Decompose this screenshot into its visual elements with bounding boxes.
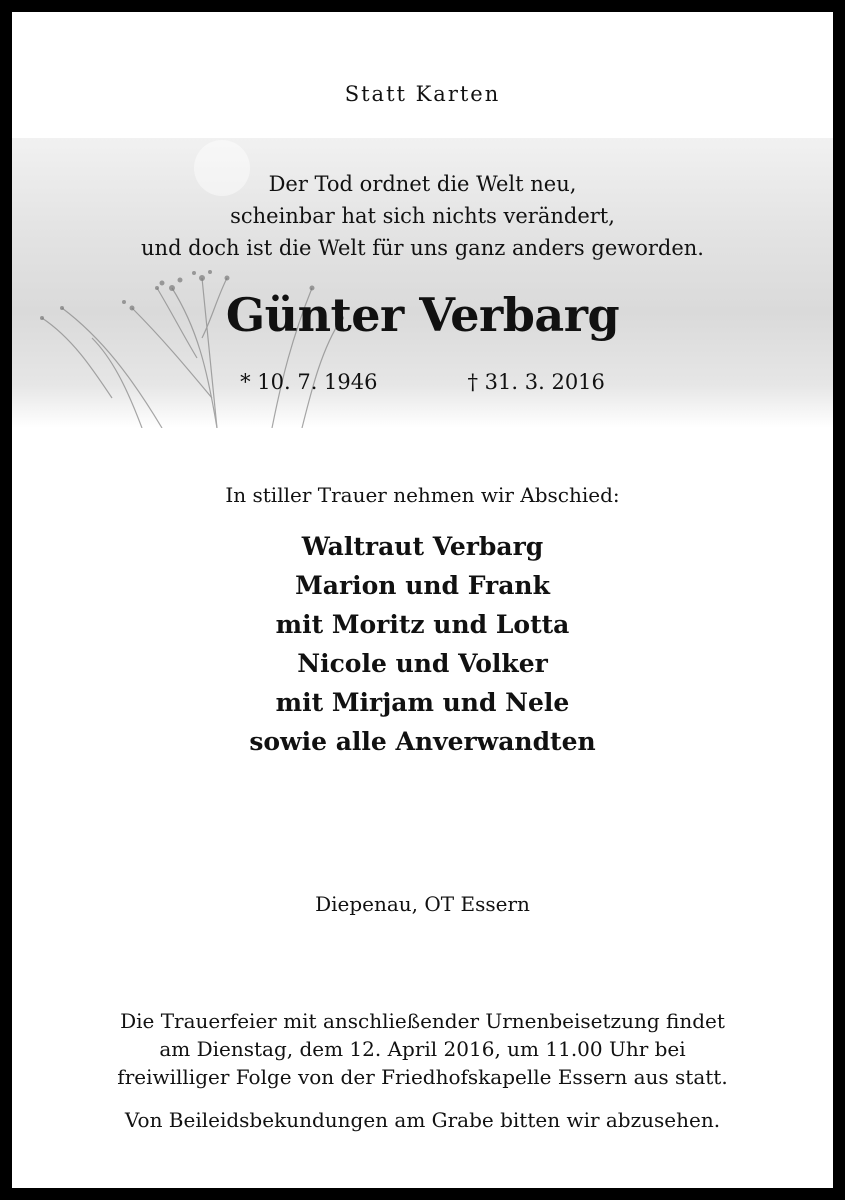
- mourner-name: Nicole und Volker: [297, 649, 548, 678]
- closing-note: Von Beileidsbekundungen am Grabe bitten wir abzusehen.: [124, 1108, 721, 1132]
- mourner-name: sowie alle Anverwandten: [249, 727, 596, 756]
- quote: [12, 168, 833, 264]
- quote-line: Der Tod ordnet die Welt neu,: [268, 172, 577, 196]
- mourner-name: mit Mirjam und Nele: [275, 688, 570, 717]
- life-dates: [12, 370, 833, 394]
- mourning-intro: In stiller Trauer nehmen wir Abschied:: [225, 483, 620, 507]
- photo-banner: [12, 138, 833, 428]
- header-text: Statt Karten: [344, 82, 501, 106]
- quote-line: und doch ist die Welt für uns ganz anders geworden.: [141, 236, 704, 260]
- mourner-name: Waltraut Verbarg: [301, 532, 544, 561]
- deceased-name: Günter Verbarg: [225, 288, 620, 342]
- obituary-card: [12, 12, 833, 1188]
- mourner-name: mit Moritz und Lotta: [275, 610, 570, 639]
- mourner-name: Marion und Frank: [295, 571, 550, 600]
- birth-date: * 10. 7. 1946: [240, 370, 378, 394]
- service-line: Die Trauerfeier mit anschließender Urnenbeisetzung findet: [120, 1009, 725, 1033]
- service-info: [12, 1007, 833, 1091]
- quote-line: scheinbar hat sich nichts verändert,: [230, 204, 615, 228]
- mourners-list: [12, 527, 833, 761]
- service-line: freiwilliger Folge von der Friedhofskapelle Essern aus statt.: [117, 1065, 728, 1089]
- death-date: † 31. 3. 2016: [467, 370, 605, 394]
- place: Diepenau, OT Essern: [315, 892, 530, 916]
- service-line: am Dienstag, dem 12. April 2016, um 11.00 Uhr bei: [159, 1037, 686, 1061]
